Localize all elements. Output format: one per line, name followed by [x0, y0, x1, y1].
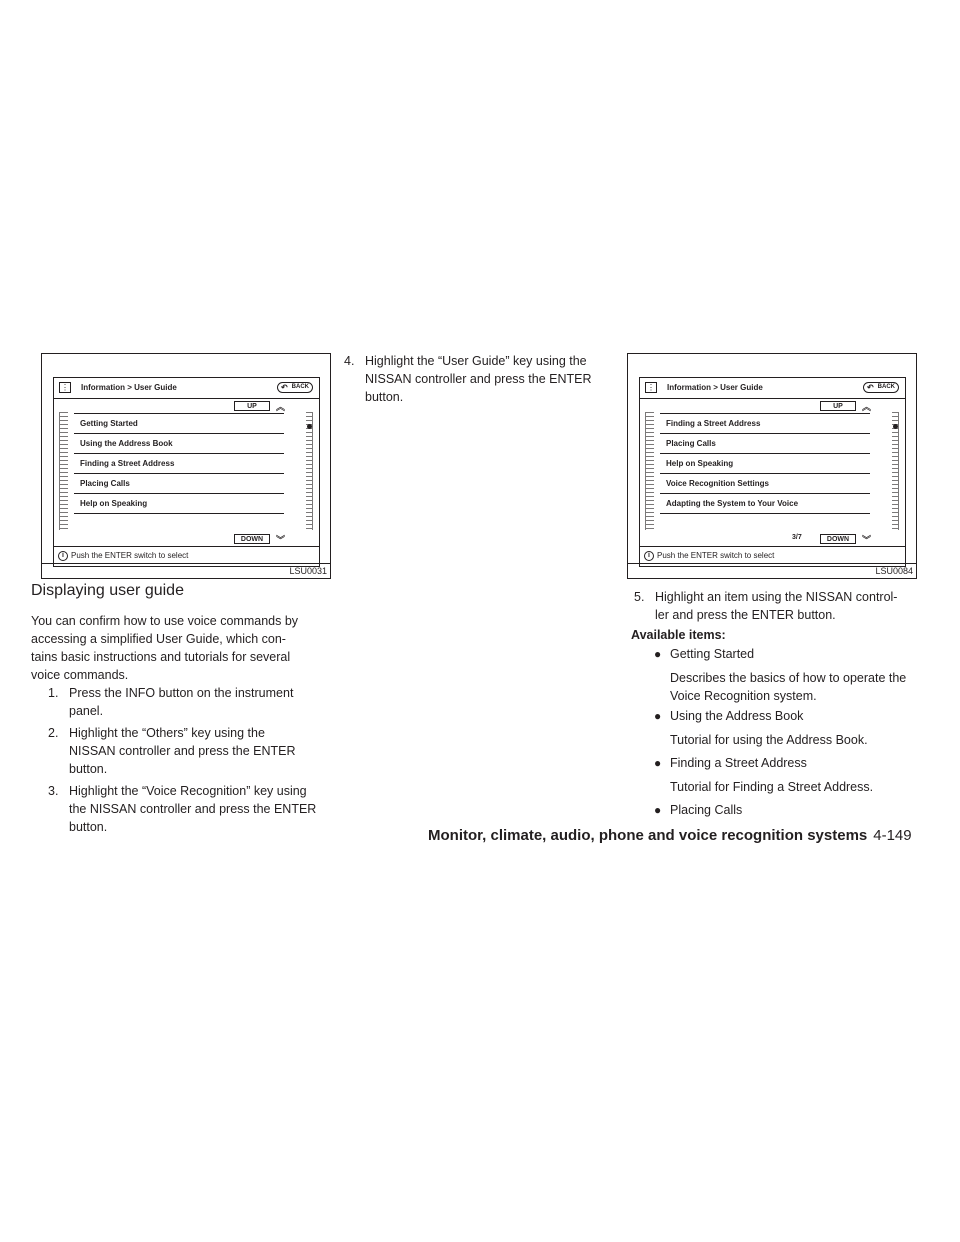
- step-number: 4.: [344, 354, 355, 368]
- step-number: 1.: [48, 686, 59, 700]
- bullet-icon: ●: [654, 647, 662, 661]
- step-line: Highlight an item using the NISSAN control-: [655, 590, 898, 604]
- scroll-position-knob: [893, 424, 898, 429]
- step-number: 5.: [634, 590, 645, 604]
- page-number: 4-149: [873, 827, 912, 844]
- desc-line: Voice Recognition system.: [670, 689, 817, 703]
- page-footer: [428, 827, 912, 844]
- chevron-up-icon: ︽: [276, 402, 286, 412]
- step-line: Highlight the “User Guide” key using the: [365, 354, 587, 368]
- available-item-title: Placing Calls: [670, 803, 743, 817]
- figure-code: LSU0031: [289, 566, 327, 576]
- scale-ticks-left: [645, 412, 654, 530]
- list-item: Adapting the System to Your Voice: [660, 494, 870, 514]
- step-1: [48, 684, 322, 720]
- desc-line: Describes the basics of how to operate the: [670, 671, 907, 685]
- intro-line: accessing a simplified User Guide, which con-: [31, 632, 286, 646]
- step-line: Highlight the “Voice Recognition” key using: [69, 784, 307, 798]
- figure-caption-rule: [628, 563, 916, 564]
- step-line: the NISSAN controller and press the ENTER: [69, 802, 317, 816]
- info-icon: i: [58, 551, 68, 561]
- step-number: 3.: [48, 784, 59, 798]
- list-item: Placing Calls: [660, 434, 870, 454]
- step-line: NISSAN controller and press the ENTER: [365, 372, 592, 386]
- list-item: Finding a Street Address: [660, 413, 870, 434]
- section-heading: Displaying user guide: [31, 582, 184, 599]
- screen-illustration: [53, 377, 320, 567]
- chapter-title: Monitor, climate, audio, phone and voice recognition systems: [428, 827, 868, 844]
- step-number: 2.: [48, 726, 59, 740]
- step-line: ler and press the ENTER button.: [655, 608, 836, 622]
- list-item: Placing Calls: [74, 474, 284, 494]
- list-item: Getting Started: [74, 413, 284, 434]
- back-label: BACK: [291, 384, 309, 390]
- intro-line: tains basic instructions and tutorials for several: [31, 650, 291, 664]
- back-label: BACK: [877, 384, 895, 390]
- page-indicator: 3/7: [792, 534, 802, 541]
- screen-header: [640, 378, 905, 399]
- desc-line: Tutorial for using the Address Book.: [670, 733, 868, 747]
- back-button: [277, 382, 313, 393]
- back-button: [863, 382, 899, 393]
- screen-title: Information > User Guide: [81, 383, 177, 392]
- menu-list: [660, 413, 870, 514]
- list-item: Using the Address Book: [74, 434, 284, 454]
- bullet-icon: ●: [654, 709, 662, 723]
- available-item-desc: [670, 669, 906, 705]
- available-item-title: Getting Started: [670, 647, 755, 661]
- up-button: UP: [820, 401, 856, 411]
- scale-ticks-left: [59, 412, 68, 530]
- figure-user-guide-page3: [627, 353, 917, 579]
- available-item-desc: [670, 778, 873, 796]
- chevron-up-icon: ︽: [862, 402, 872, 412]
- screen-illustration: [639, 377, 906, 567]
- step-line: Press the INFO button on the instrument: [69, 686, 294, 700]
- list-item: Help on Speaking: [660, 454, 870, 474]
- available-item-title: Using the Address Book: [670, 709, 804, 723]
- down-button: DOWN: [820, 534, 856, 544]
- chevron-down-icon: ︾: [862, 535, 872, 545]
- list-item: Help on Speaking: [74, 494, 284, 514]
- up-button: UP: [234, 401, 270, 411]
- back-arrow-icon: ↶: [867, 383, 874, 392]
- available-item-title: Finding a Street Address: [670, 756, 807, 770]
- step-5: [634, 588, 924, 624]
- intro-paragraph: [31, 612, 321, 684]
- scroll-position-knob: [307, 424, 312, 429]
- bullet-icon: ●: [654, 803, 662, 817]
- back-arrow-icon: ↶: [281, 383, 288, 392]
- figure-user-guide-page1: [41, 353, 331, 579]
- bullet-icon: ●: [654, 756, 662, 770]
- step-line: Highlight the “Others” key using the: [69, 726, 265, 740]
- screen-header: [54, 378, 319, 399]
- screen-title: Information > User Guide: [667, 383, 763, 392]
- intro-line: You can confirm how to use voice commands by: [31, 614, 299, 628]
- screen-footer-text: Push the ENTER switch to select: [657, 551, 775, 560]
- step-line: panel.: [69, 704, 104, 718]
- step-line: button.: [365, 390, 404, 404]
- figure-code: LSU0084: [875, 566, 913, 576]
- down-button: DOWN: [234, 534, 270, 544]
- chevron-down-icon: ︾: [276, 535, 286, 545]
- available-item-desc: [670, 731, 868, 749]
- step-4: [344, 352, 614, 406]
- available-items-heading: Available items:: [631, 628, 726, 642]
- list-item: Voice Recognition Settings: [660, 474, 870, 494]
- step-line: button.: [69, 820, 108, 834]
- screen-footer-text: Push the ENTER switch to select: [71, 551, 189, 560]
- step-2: [48, 724, 322, 778]
- scale-ticks-right: [892, 412, 899, 530]
- scale-ticks-right: [306, 412, 313, 530]
- step-line: button.: [69, 762, 108, 776]
- list-item: Finding a Street Address: [74, 454, 284, 474]
- menu-icon: ⋮: [61, 383, 69, 392]
- info-icon: i: [644, 551, 654, 561]
- intro-line: voice commands.: [31, 668, 129, 682]
- step-3: [48, 782, 322, 836]
- menu-list: [74, 413, 284, 514]
- step-line: NISSAN controller and press the ENTER: [69, 744, 296, 758]
- menu-icon: ⋮: [647, 383, 655, 392]
- figure-caption-rule: [42, 563, 330, 564]
- desc-line: Tutorial for Finding a Street Address.: [670, 780, 874, 794]
